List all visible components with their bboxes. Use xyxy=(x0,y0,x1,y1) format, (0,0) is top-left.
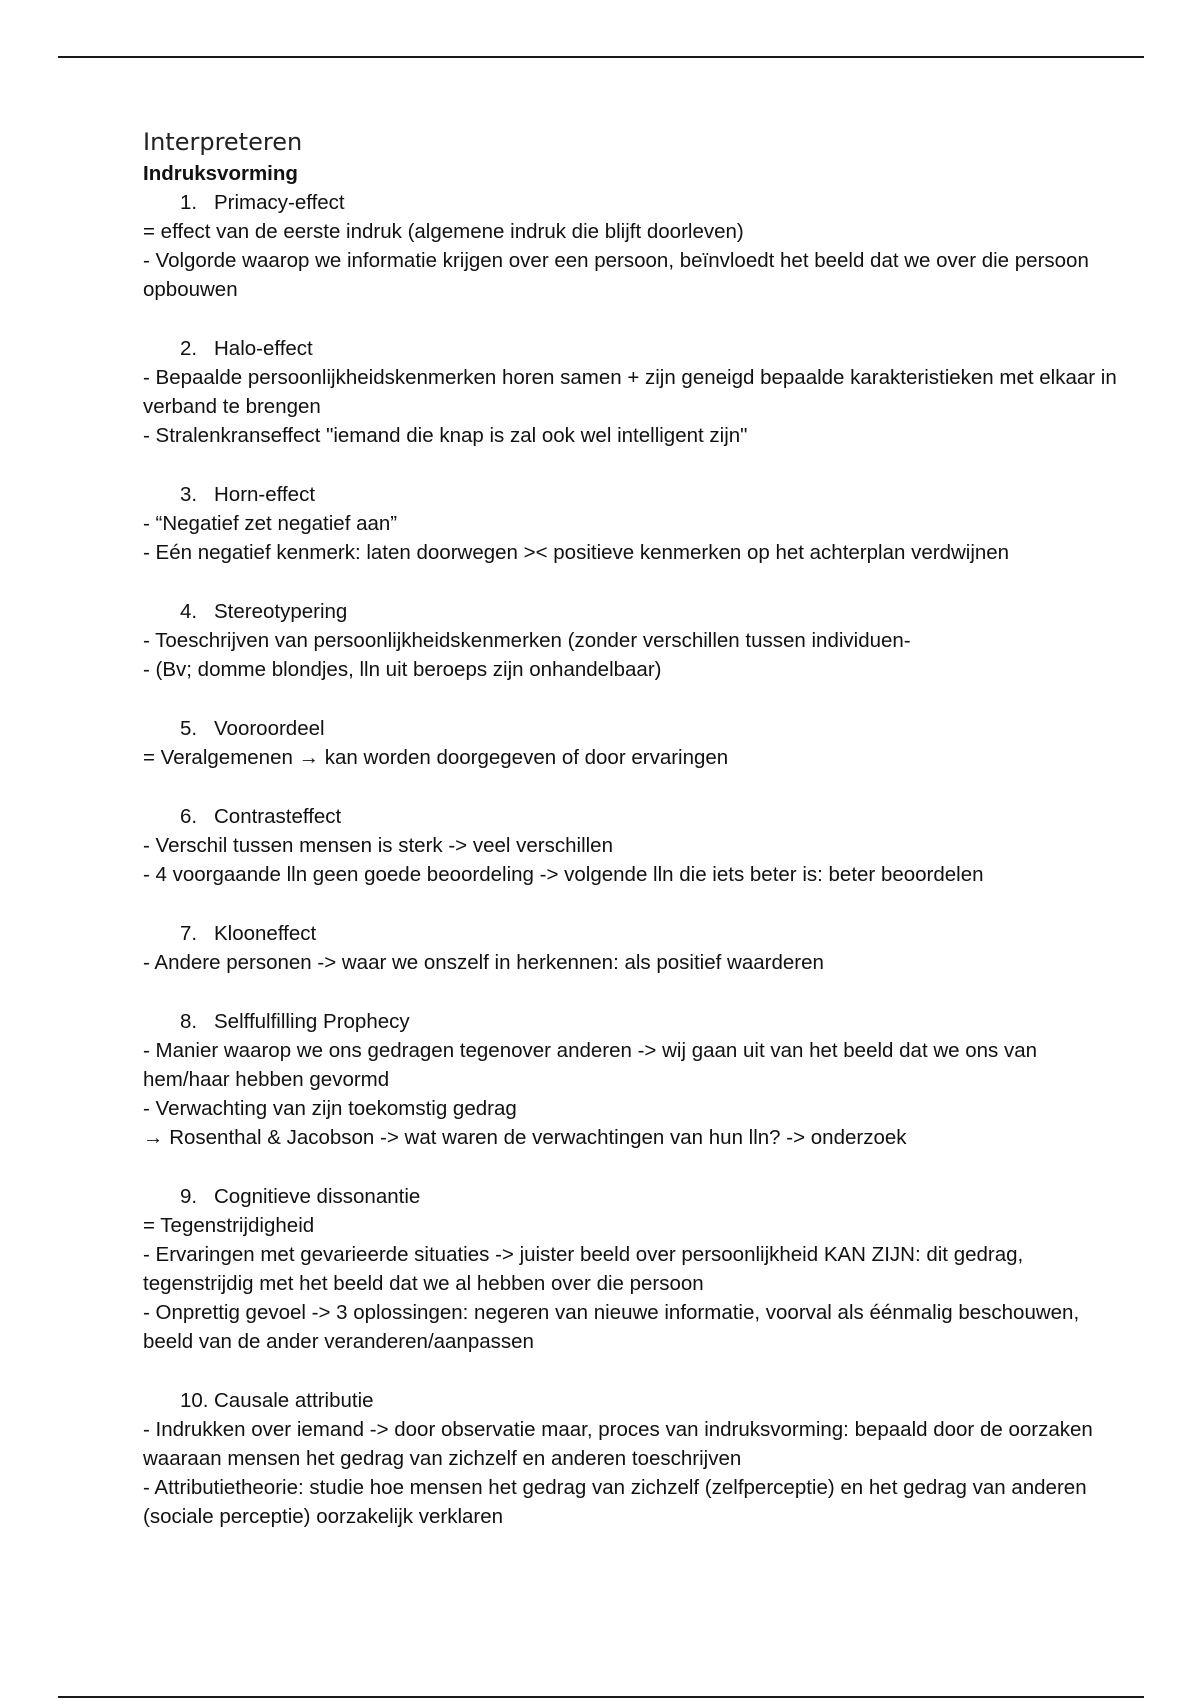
item-line: - Ervaringen met gevarieerde situaties -> juister beeld over persoonlijkheid KAN ZIJN: dit gedrag, tegenstrijdig met het beeld dat we al hebben over die persoon xyxy=(143,1243,1024,1295)
item-number: 4. xyxy=(180,600,198,623)
item-heading-text: Stereotypering xyxy=(214,600,348,623)
list-item xyxy=(143,334,1123,450)
item-heading xyxy=(143,714,1123,743)
item-heading-text: Selffulfilling Prophecy xyxy=(214,1010,410,1033)
list-item xyxy=(143,188,1123,304)
item-line: - Toeschrijven van persoonlijkheidskenmerken (zonder verschillen tussen individuen- xyxy=(143,629,911,652)
item-number: 8. xyxy=(180,1010,198,1033)
item-line: - Volgorde waarop we informatie krijgen over een persoon, beïnvloedt het beeld dat we over die persoon opbouwen xyxy=(143,249,1089,301)
list-item xyxy=(143,1182,1123,1356)
item-line: - Bepaalde persoonlijkheidskenmerken horen samen + zijn geneigd bepaalde karakteristieken met elkaar in verband te brengen xyxy=(143,366,1117,418)
list-item xyxy=(143,597,1123,684)
document-body xyxy=(143,124,1123,1531)
list-item xyxy=(143,1386,1123,1531)
item-line: → Rosenthal & Jacobson -> wat waren de verwachtingen van hun lln? -> onderzoek xyxy=(143,1126,907,1149)
item-line: - Eén negatief kenmerk: laten doorwegen >< positieve kenmerken op het achterplan verdwijnen xyxy=(143,541,1010,564)
bottom-rule xyxy=(58,1696,1144,1698)
item-line: - Indrukken over iemand -> door observatie maar, proces van indruksvorming: bepaald door de oorzaken waaraan mensen het gedrag van zichzelf en anderen toeschrijven xyxy=(143,1418,1093,1470)
item-line: - Stralenkranseffect "iemand die knap is zal ook wel intelligent zijn" xyxy=(143,424,748,447)
document-subtitle: Indruksvorming xyxy=(143,162,298,185)
item-heading-text: Primacy-effect xyxy=(214,191,345,214)
list-item xyxy=(143,714,1123,772)
document-title: Interpreteren xyxy=(143,128,303,156)
list-item xyxy=(143,1007,1123,1152)
item-number: 2. xyxy=(180,337,198,360)
list-item xyxy=(143,480,1123,567)
item-heading xyxy=(143,1182,1123,1211)
item-line: - Onprettig gevoel -> 3 oplossingen: negeren van nieuwe informatie, voorval als éénmalig beschouwen, beeld van de ander veranderen/aanpassen xyxy=(143,1301,1080,1353)
item-number: 9. xyxy=(180,1185,198,1208)
top-rule xyxy=(58,56,1144,58)
item-number: 10. xyxy=(180,1389,209,1412)
item-line: - Manier waarop we ons gedragen tegenover anderen -> wij gaan uit van het beeld dat we ons van hem/haar hebben gevormd xyxy=(143,1039,1038,1091)
item-number: 1. xyxy=(180,191,198,214)
item-line: = Tegenstrijdigheid xyxy=(143,1214,315,1237)
item-heading xyxy=(143,597,1123,626)
item-heading-text: Klooneffect xyxy=(214,922,317,945)
item-heading-text: Horn-effect xyxy=(214,483,316,506)
item-line: - “Negatief zet negatief aan” xyxy=(143,512,398,535)
item-line: - Attributietheorie: studie hoe mensen het gedrag van zichzelf (zelfperceptie) en het gedrag van anderen (sociale perceptie) oorzakelijk verklaren xyxy=(143,1476,1087,1528)
item-heading-text: Causale attributie xyxy=(214,1389,374,1412)
item-number: 5. xyxy=(180,717,198,740)
item-line: = effect van de eerste indruk (algemene indruk die blijft doorleven) xyxy=(143,220,744,243)
item-heading xyxy=(143,1386,1123,1415)
item-heading-text: Vooroordeel xyxy=(214,717,325,740)
item-heading xyxy=(143,1007,1123,1036)
item-heading xyxy=(143,188,1123,217)
item-number: 3. xyxy=(180,483,198,506)
item-heading xyxy=(143,919,1123,948)
item-line: - Verwachting van zijn toekomstig gedrag xyxy=(143,1097,517,1120)
item-number: 6. xyxy=(180,805,198,828)
item-heading xyxy=(143,480,1123,509)
item-line: - Verschil tussen mensen is sterk -> veel verschillen xyxy=(143,834,613,857)
item-heading xyxy=(143,802,1123,831)
item-line: - Andere personen -> waar we onszelf in herkennen: als positief waarderen xyxy=(143,951,824,974)
item-list xyxy=(143,188,1123,1531)
item-line: = Veralgemenen → kan worden doorgegeven of door ervaringen xyxy=(143,746,729,769)
list-item xyxy=(143,802,1123,889)
item-line: - 4 voorgaande lln geen goede beoordeling -> volgende lln die iets beter is: beter beoordelen xyxy=(143,863,984,886)
item-heading-text: Halo-effect xyxy=(214,337,313,360)
item-number: 7. xyxy=(180,922,198,945)
item-heading-text: Contrasteffect xyxy=(214,805,342,828)
list-item xyxy=(143,919,1123,977)
item-line: - (Bv; domme blondjes, lln uit beroeps zijn onhandelbaar) xyxy=(143,658,662,681)
item-heading xyxy=(143,334,1123,363)
item-heading-text: Cognitieve dissonantie xyxy=(214,1185,421,1208)
